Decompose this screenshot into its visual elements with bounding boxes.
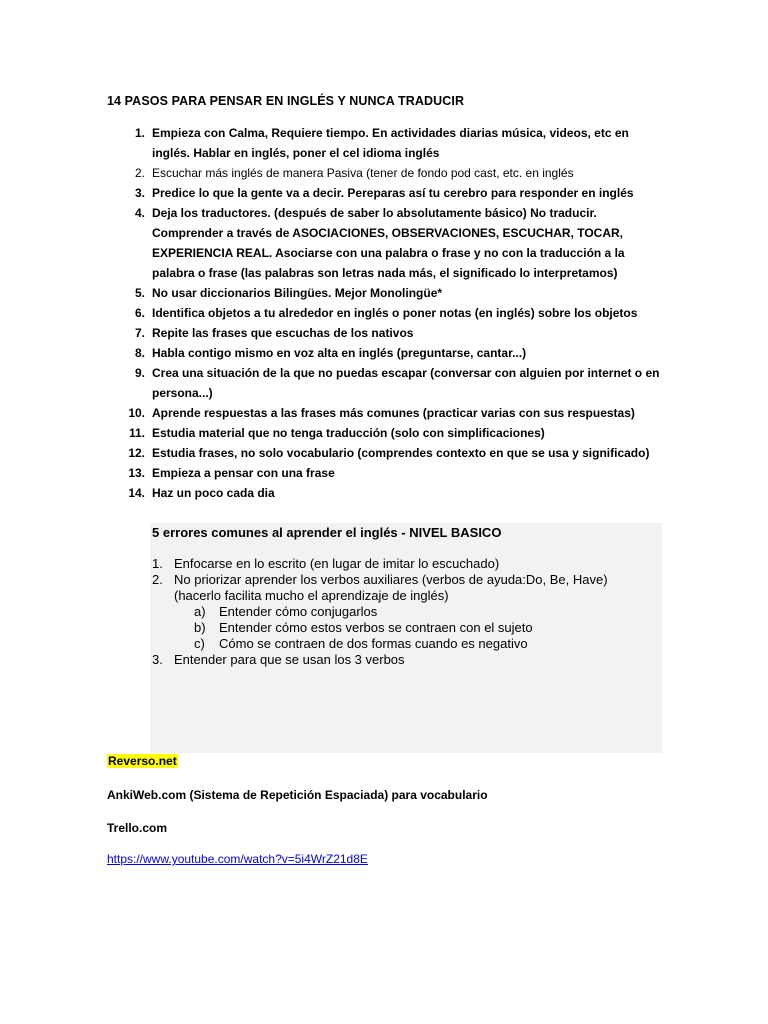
item-number: 4.: [134, 206, 145, 220]
steps-list: [107, 123, 667, 503]
item-text: Crea una situación de la que no puedas escapar (conversar con alguien por internet o en persona...): [152, 366, 660, 400]
item-text: Deja los traductores. (después de saber lo absolutamente básico) No traducir. Comprender a través de ASOCIACIONES, OBSERVACIONES, ESCUCHAR, TOCAR, EXPERIENCIA REAL. Asociarse con una palabra o frase y no con la traducción a la palabra o frase (las palabras son letras nada más, el significado lo interpretamos): [152, 206, 625, 280]
item-text: No priorizar aprender los verbos auxiliares (verbos de ayuda:Do, Be, Have) (hacerlo facilita mucho el aprendizaje de inglés): [174, 572, 608, 603]
sub-list-item: [174, 636, 657, 652]
item-number: 12.: [128, 446, 145, 460]
item-text: Empieza con Calma, Requiere tiempo. En actividades diarias música, videos, etc en inglés. Hablar en inglés, poner el cel idioma inglés: [152, 126, 629, 160]
item-number: 14.: [128, 486, 145, 500]
sub-list: [174, 604, 657, 652]
item-text: Estudia material que no tenga traducción (solo con simplificaciones): [152, 426, 545, 440]
anki-text: AnkiWeb.com (Sistema de Repetición Espaciada) para vocabulario: [107, 788, 488, 802]
item-text: Entender para que se usan los 3 verbos: [174, 652, 405, 667]
item-number: 3.: [134, 186, 145, 200]
item-text: Cómo se contraen de dos formas cuando es negativo: [219, 636, 528, 651]
list-item: [107, 303, 667, 323]
list-item: [107, 323, 667, 343]
item-text: Identifica objetos a tu alrededor en inglés o poner notas (en inglés) sobre los objetos: [152, 306, 638, 320]
item-number: 8.: [134, 346, 145, 360]
list-item: [152, 572, 657, 652]
list-item: [107, 283, 667, 303]
list-item: [107, 463, 667, 483]
item-letter: b): [194, 620, 206, 635]
errors-box-title: 5 errores comunes al aprender el inglés - NIVEL BASICO: [152, 525, 502, 540]
list-item: [107, 403, 667, 423]
list-item: [152, 652, 657, 668]
item-letter: a): [194, 604, 206, 619]
item-text: Entender cómo estos verbos se contraen con el sujeto: [219, 620, 533, 635]
list-item: [107, 363, 667, 403]
item-number: 13.: [128, 466, 145, 480]
item-number: 7.: [134, 326, 145, 340]
item-text: Enfocarse en lo escrito (en lugar de imitar lo escuchado): [174, 556, 500, 571]
list-item: [107, 483, 667, 503]
list-item: [107, 443, 667, 463]
item-number: 1.: [134, 126, 145, 140]
sub-list-item: [174, 604, 657, 620]
item-text: Habla contigo mismo en voz alta en inglés (preguntarse, cantar...): [152, 346, 527, 360]
item-text: Predice lo que la gente va a decir. Pereparas así tu cerebro para responder en inglés: [152, 186, 634, 200]
item-number: 1.: [152, 556, 163, 571]
list-item: [107, 163, 667, 183]
item-number: 2.: [134, 166, 145, 180]
item-number: 11.: [128, 426, 145, 440]
item-text: Aprende respuestas a las frases más comunes (practicar varias con sus respuestas): [152, 406, 635, 420]
list-item: [107, 123, 667, 163]
item-text: Entender cómo conjugarlos: [219, 604, 378, 619]
item-number: 10.: [128, 406, 145, 420]
list-item: [107, 423, 667, 443]
list-item: [107, 203, 667, 283]
reverso-highlighted-text: Reverso.net: [108, 754, 177, 768]
item-number: 3.: [152, 652, 163, 667]
sub-list-item: [174, 620, 657, 636]
item-number: 5.: [134, 286, 145, 300]
item-number: 2.: [152, 572, 163, 587]
list-item: [107, 343, 667, 363]
list-item: [107, 183, 667, 203]
item-text: Haz un poco cada dia: [152, 486, 275, 500]
youtube-link[interactable]: https://www.youtube.com/watch?v=5i4WrZ21d8E: [107, 852, 368, 866]
errors-list: [152, 556, 657, 668]
item-text: No usar diccionarios Bilingües. Mejor Monolingüe*: [152, 286, 443, 300]
item-text: Estudia frases, no solo vocabulario (comprendes contexto en que se usa y significado): [152, 446, 650, 460]
item-text: Empieza a pensar con una frase: [152, 466, 335, 480]
errors-box: [150, 523, 662, 753]
trello-text: Trello.com: [107, 821, 168, 835]
page-title: 14 PASOS PARA PENSAR EN INGLÉS Y NUNCA TRADUCIR: [107, 94, 465, 108]
item-letter: c): [194, 636, 205, 651]
list-item: [152, 556, 657, 572]
item-text: Repite las frases que escuchas de los nativos: [152, 326, 414, 340]
item-number: 9.: [134, 366, 145, 380]
item-number: 6.: [134, 306, 145, 320]
item-text: Escuchar más inglés de manera Pasiva (tener de fondo pod cast, etc. en inglés: [152, 166, 574, 180]
